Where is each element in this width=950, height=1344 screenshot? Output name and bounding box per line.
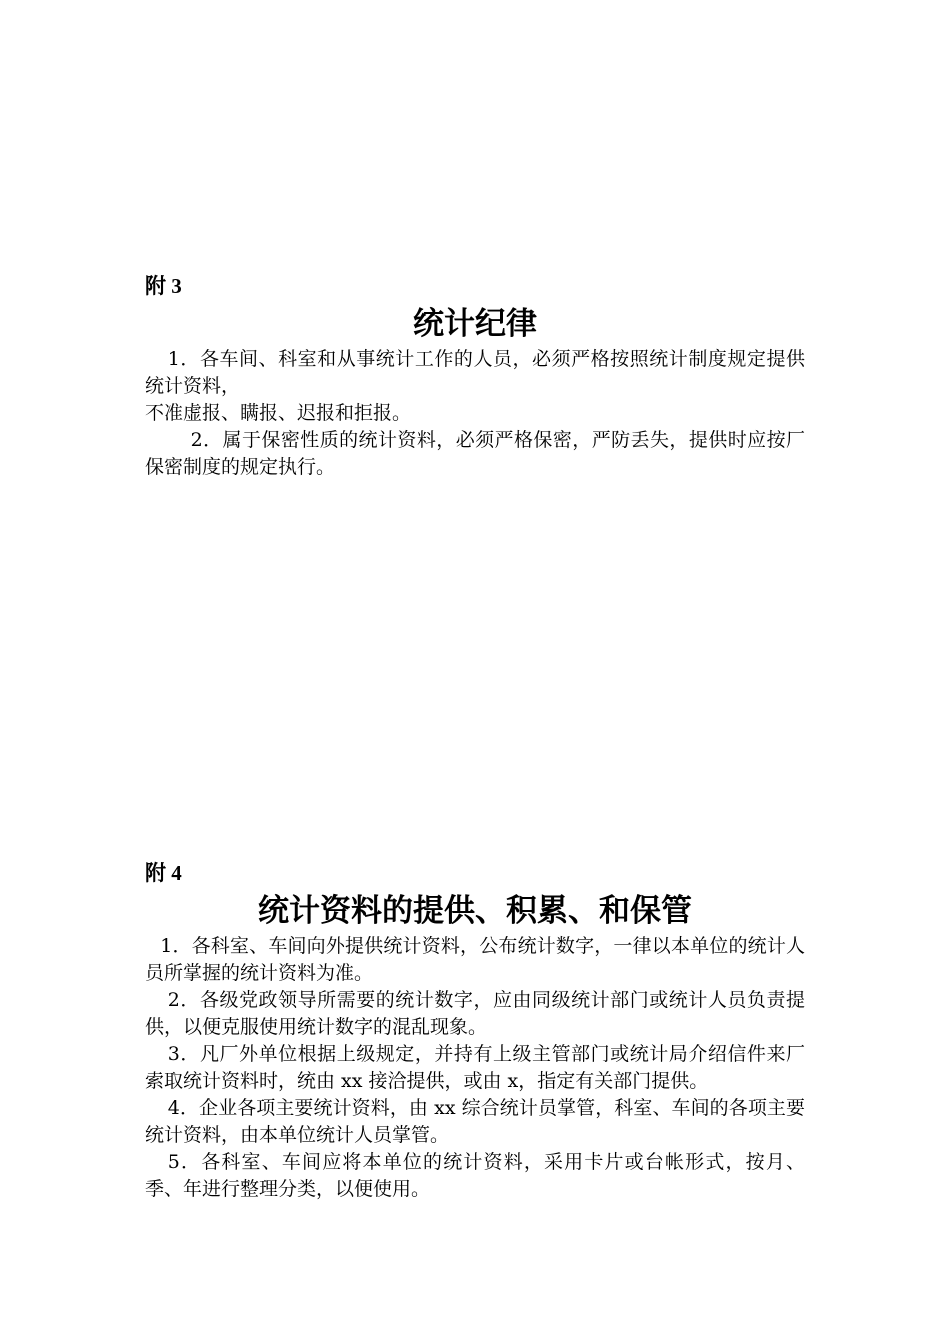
paragraph: 1．各科室、车间向外提供统计资料，公布统计数字，一律以本单位的统计人员所掌握的统计资料为准。 [145, 935, 805, 984]
paragraph: 2．属于保密性质的统计资料，必须严格保密，严防丢失，提供时应按厂保密制度的规定执行。 [145, 429, 805, 478]
paragraph: 2．各级党政领导所需要的统计数字，应由同级统计部门或统计人员负责提供，以便克服使用统计数字的混乱现象。 [145, 989, 805, 1038]
paragraph: 不准虚报、瞒报、迟报和拒报。 [145, 402, 412, 424]
appendix-3-title: 统计纪律 [413, 306, 537, 342]
appendix-3-label: 附 3 [145, 274, 182, 298]
appendix-4-title: 统计资料的提供、积累、和保管 [258, 893, 692, 929]
appendix-4-label: 附 4 [145, 861, 182, 885]
paragraph: 1．各车间、科室和从事统计工作的人员，必须严格按照统计制度规定提供统计资料， [145, 348, 805, 397]
appendix-3-section [145, 270, 805, 481]
paragraph: 5．各科室、车间应将本单位的统计资料，采用卡片或台帐形式，按月、季、年进行整理分类，以便使用。 [145, 1151, 805, 1200]
paragraph: 3．凡厂外单位根据上级规定，并持有上级主管部门或统计局介绍信件来厂索取统计资料时，统由 xx 接洽提供，或由 x，指定有关部门提供。 [145, 1043, 805, 1092]
paragraph: 4．企业各项主要统计资料，由 xx 综合统计员掌管，科室、车间的各项主要统计资料，由本单位统计人员掌管。 [145, 1097, 805, 1146]
appendix-4-section [145, 857, 805, 1203]
